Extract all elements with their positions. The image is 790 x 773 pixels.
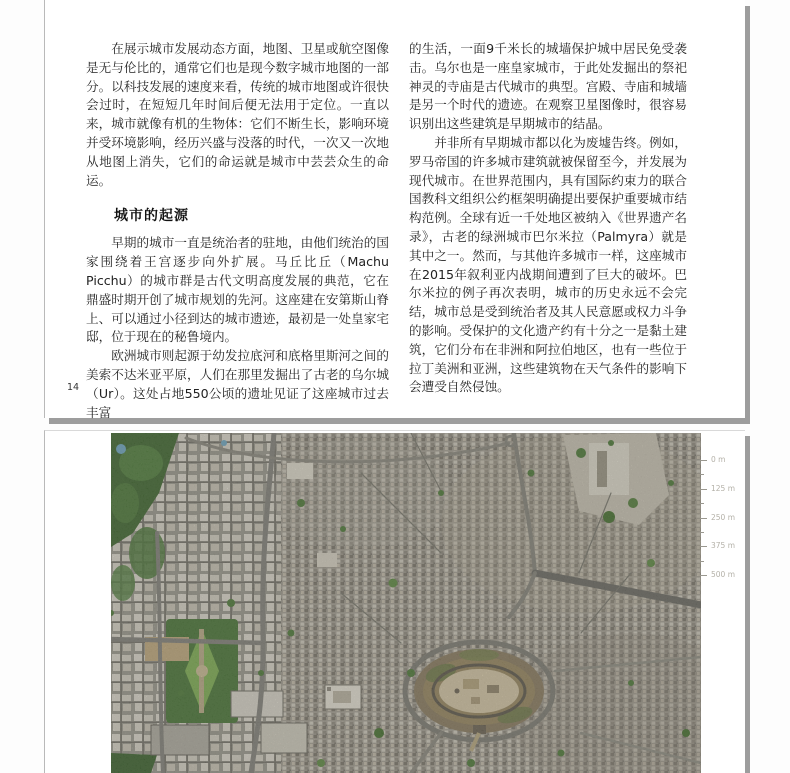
ruler-tick-major xyxy=(700,575,707,576)
page-number: 14 xyxy=(67,382,80,393)
book-page-text xyxy=(44,0,745,418)
ruler-tick-major xyxy=(700,489,707,490)
ruler-label-250m: 250 m xyxy=(711,513,736,522)
book-page-satellite xyxy=(44,430,745,773)
ruler-label-500m: 500 m xyxy=(711,570,736,579)
paragraph-palmyra: 并非所有早期城市都以化为废墟告终。例如，罗马帝国的许多城市建筑就被保留至今，并发展为现代城市。在世界范围内，具有国际约束力的联合国教科文组织公约框架明确提出要保护重要城市结构范例。全球有近一千处地区被纳入《世界遗产名录》，古老的绿洲城市巴尔米拉（Palmyra）就是其中之一。然而，与其他许多城市一样，这座城市在2015年叙利亚内战期间遭到了巨大的破坏。巴尔米拉的例子再次表明，城市的历史永远不会完结，城市总是受到统治者及其人民意愿或权力斗争的影响。受保护的文化遗产约有十分之一是黏土建筑，它们分布在非洲和阿拉伯地区，也有一些位于拉丁美洲和亚洲，这些建筑物在天气条件的影响下会遭受自然侵蚀。 xyxy=(409,134,687,395)
map-scale-ruler xyxy=(700,431,746,631)
two-column-text xyxy=(86,40,687,422)
ruler-tick-major xyxy=(700,546,707,547)
ruler-tick-minor xyxy=(700,474,704,475)
grain-overlay-light xyxy=(111,433,701,773)
text-column-right xyxy=(409,40,687,422)
text-column-left xyxy=(86,40,389,422)
aleppo-satellite-map xyxy=(111,433,701,773)
satellite-image xyxy=(111,433,701,773)
paragraph-machu-picchu: 早期的城市一直是统治者的驻地，由他们统治的国家围绕着王宫逐步向外扩展。马丘比丘（Machu Picchu）的城市群是古代文明高度发展的典范，它在鼎盛时期开创了城市规划的先河。这座建在安第斯山脊上、可以通过小径到达的城市遗迹，最初是一处皇家宅邸，位于现在的秘鲁境内。 xyxy=(86,235,389,345)
paragraph-intro: 在展示城市发展动态方面，地图、卫星或航空图像是无与伦比的，通常它们也是现今数字城市地图的一部分。以科技发展的速度来看，传统的城市地图或许很快会过时，在短短几年时间后便无法用于定位。一直以来，城市就像有机的生物体：它们不断生长，影响环境并受环境影响，经历兴盛与没落的时代，一次又一次地从地图上消失，它们的命运就是城市中芸芸众生的命运。 xyxy=(86,41,389,188)
ruler-label-125m: 125 m xyxy=(711,484,736,493)
ruler-tick-minor xyxy=(700,503,704,504)
ruler-label-375m: 375 m xyxy=(711,541,736,550)
ruler-label-0m: 0 m xyxy=(711,455,726,464)
ruler-tick-minor xyxy=(700,532,704,533)
paragraph-ur-continued: 的生活，一面9千米长的城墙保护城中居民免受袭击。乌尔也是一座皇家城市，于此处发掘出的祭祀神灵的寺庙是古代城市的典型。宫殿、寺庙和城墙是另一个时代的遗迹。在观察卫星图像时，很容易识别出这些建筑是早期城市的结晶。 xyxy=(409,41,687,132)
ruler-tick-major xyxy=(700,518,707,519)
section-heading: 城市的起源 xyxy=(114,208,189,225)
ruler-tick-minor xyxy=(700,561,704,562)
ruler-tick-major xyxy=(700,460,707,461)
paragraph-ur: 欧洲城市则起源于幼发拉底河和底格里斯河之间的美索不达米亚平原，人们在那里发掘出了古老的乌尔城（Ur）。这处占地550公顷的遗址见证了这座城市过去丰富 xyxy=(86,348,389,420)
